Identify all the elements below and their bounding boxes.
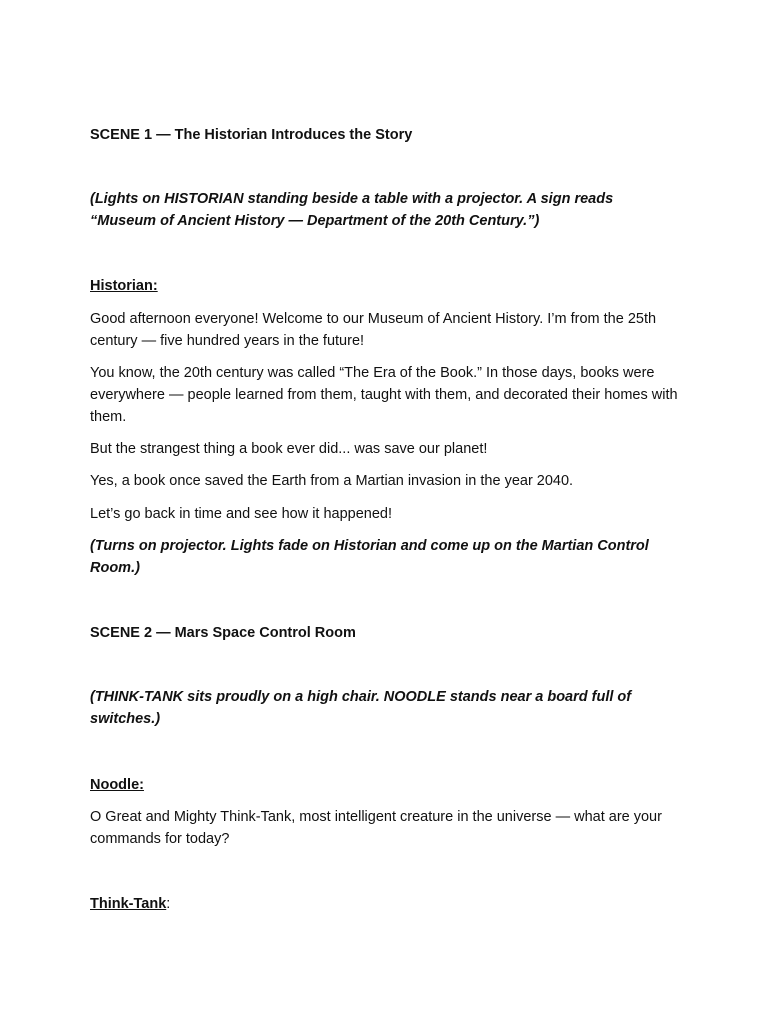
speaker-noodle: Noodle:: [90, 777, 144, 793]
historian-line-2: You know, the 20th century was called “The Era of the Book.” In those days, books were everywhere — people learned from them, taught with them, and decorated their homes with them.: [90, 365, 678, 425]
scene2-heading: SCENE 2 — Mars Space Control Room: [90, 625, 356, 641]
noodle-line-1: O Great and Mighty Think-Tank, most intelligent creature in the universe — what are your commands for today?: [90, 809, 662, 847]
speaker-thinktank: Think-Tank: [90, 896, 167, 912]
scene2-stage-direction: (THINK-TANK sits proudly on a high chair. NOODLE stands near a board full of switches.): [90, 689, 632, 727]
speaker-thinktank-colon: :: [166, 896, 171, 912]
scene1-heading: SCENE 1 — The Historian Introduces the Story: [90, 127, 413, 143]
historian-line-3: But the strangest thing a book ever did... was save our planet!: [90, 441, 488, 457]
speaker-historian: Historian:: [90, 278, 158, 294]
speaker-noodle-line: [90, 774, 680, 796]
scene1-stage-direction: (Lights on HISTORIAN standing beside a table with a projector. A sign reads “Museum of Ancient History — Department of the 20th Century.”): [90, 191, 614, 229]
historian-line-5: Let’s go back in time and see how it happened!: [90, 506, 393, 522]
scene1-closing-direction: (Turns on projector. Lights fade on Historian and come up on the Martian Control Room.): [90, 538, 649, 576]
historian-line-4: Yes, a book once saved the Earth from a Martian invasion in the year 2040.: [90, 473, 574, 489]
historian-line-1: Good afternoon everyone! Welcome to our Museum of Ancient History. I’m from the 25th century — five hundred years in the future!: [90, 311, 657, 349]
speaker-historian-line: [90, 275, 680, 297]
speaker-thinktank-line: [90, 893, 680, 915]
